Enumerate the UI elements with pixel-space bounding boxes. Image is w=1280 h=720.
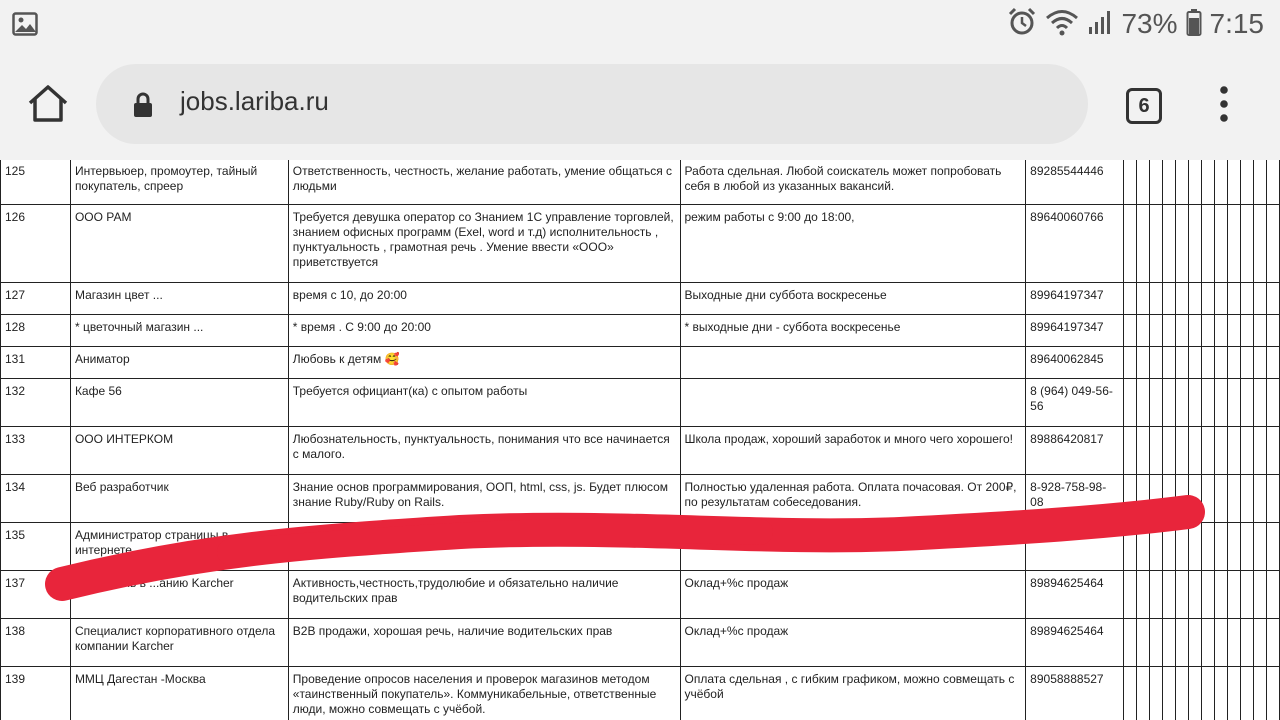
address-bar[interactable] [96, 64, 1088, 144]
empty-cell [1188, 619, 1201, 667]
empty-cell [1201, 619, 1214, 667]
empty-cell [1188, 283, 1201, 315]
job-phone: 89640062845 [1026, 347, 1124, 379]
job-conditions [680, 379, 1026, 427]
job-requirements [288, 523, 680, 571]
empty-cell [1227, 523, 1240, 571]
table-row [1, 475, 1280, 523]
empty-cell [1240, 619, 1253, 667]
url-text: jobs.lariba.ru [180, 86, 329, 116]
empty-cell [1150, 427, 1163, 475]
job-phone: 8-928-758-98-08 [1026, 475, 1124, 523]
empty-cell [1214, 571, 1227, 619]
empty-cell [1201, 379, 1214, 427]
status-bar [0, 0, 1280, 48]
empty-cell [1137, 427, 1150, 475]
empty-cell [1137, 619, 1150, 667]
empty-cell [1266, 571, 1279, 619]
empty-cell [1176, 667, 1189, 720]
empty-cell [1176, 283, 1189, 315]
job-phone: 89964197347 [1026, 283, 1124, 315]
job-requirements: Любовь к детям 🥰 [288, 347, 680, 379]
empty-cell [1150, 379, 1163, 427]
empty-cell [1214, 523, 1227, 571]
job-conditions [680, 347, 1026, 379]
table-row [1, 427, 1280, 475]
empty-cell [1227, 427, 1240, 475]
empty-cell [1137, 571, 1150, 619]
more-vert-icon[interactable] [1214, 86, 1234, 122]
job-conditions: Оклад+%с продаж [680, 571, 1026, 619]
job-conditions: Выходные дни суббота воскресенье [680, 283, 1026, 315]
empty-cell [1253, 283, 1266, 315]
empty-cell [1176, 571, 1189, 619]
empty-cell [1124, 475, 1137, 523]
job-requirements: Знание основ программирования, ООП, html, css, js. Будет плюсом знание Ruby/Ruby on Rails. [288, 475, 680, 523]
empty-cell [1137, 160, 1150, 205]
table-row [1, 619, 1280, 667]
empty-cell [1137, 475, 1150, 523]
empty-cell [1240, 315, 1253, 347]
row-id: 132 [1, 379, 71, 427]
empty-cell [1266, 475, 1279, 523]
job-conditions: Оплата сдельная , с гибким графиком, можно совмещать с учёбой [680, 667, 1026, 720]
empty-cell [1214, 427, 1227, 475]
empty-cell [1253, 379, 1266, 427]
row-id: 134 [1, 475, 71, 523]
row-id: 127 [1, 283, 71, 315]
row-id: 137 [1, 571, 71, 619]
empty-cell [1266, 619, 1279, 667]
empty-cell [1253, 475, 1266, 523]
empty-cell [1201, 205, 1214, 283]
job-requirements: Требуется официант(ка) с опытом работы [288, 379, 680, 427]
row-id: 131 [1, 347, 71, 379]
empty-cell [1201, 667, 1214, 720]
empty-cell [1240, 571, 1253, 619]
job-title: Интервьюер, промоутер, тайный покупатель, спреер [70, 160, 288, 205]
job-title: Веб разработчик [70, 475, 288, 523]
empty-cell [1163, 347, 1176, 379]
empty-cell [1214, 160, 1227, 205]
empty-cell [1124, 427, 1137, 475]
row-id: 125 [1, 160, 71, 205]
empty-cell [1163, 283, 1176, 315]
job-title: ООО РАМ [70, 205, 288, 283]
empty-cell [1124, 571, 1137, 619]
empty-cell [1240, 427, 1253, 475]
empty-cell [1253, 160, 1266, 205]
table-row [1, 205, 1280, 283]
empty-cell [1253, 205, 1266, 283]
empty-cell [1163, 571, 1176, 619]
job-phone: 89894625464 [1026, 571, 1124, 619]
job-conditions: режим работы с 9:00 до 18:00, [680, 205, 1026, 283]
empty-cell [1240, 523, 1253, 571]
empty-cell [1214, 667, 1227, 720]
job-conditions: Полностью удаленная работа. Оплата почасовая. От 200₽, по результатам собеседования. [680, 475, 1026, 523]
empty-cell [1227, 205, 1240, 283]
empty-cell [1137, 315, 1150, 347]
job-title: Специалист корпоративного отдела компании Karcher [70, 619, 288, 667]
empty-cell [1163, 427, 1176, 475]
empty-cell [1150, 523, 1163, 571]
job-requirements: Проведение опросов населения и проверок магазинов методом «таинственный покупатель». Коммуникабельные, ответственные люди, можно совмещать с учёбой. [288, 667, 680, 720]
empty-cell [1188, 205, 1201, 283]
empty-cell [1253, 523, 1266, 571]
empty-cell [1124, 315, 1137, 347]
job-title: Аниматор [70, 347, 288, 379]
empty-cell [1176, 205, 1189, 283]
empty-cell [1201, 475, 1214, 523]
empty-cell [1176, 347, 1189, 379]
empty-cell [1201, 347, 1214, 379]
job-requirements: время с 10, до 20:00 [288, 283, 680, 315]
job-requirements: Требуется девушка оператор со Знанием 1С управление торговлей, знанием офисных программ (Exel, word и т.д) исполнительность , пунктуальность , грамотная речь . Умение ввести «ООО» приветствуется [288, 205, 680, 283]
table-row [1, 667, 1280, 720]
empty-cell [1253, 571, 1266, 619]
empty-cell [1227, 283, 1240, 315]
empty-cell [1124, 160, 1137, 205]
job-phone: 89285544446 [1026, 160, 1124, 205]
gallery-icon [12, 12, 38, 41]
job-phone: 89964197347 [1026, 315, 1124, 347]
empty-cell [1124, 667, 1137, 720]
table-row [1, 283, 1280, 315]
empty-cell [1137, 667, 1150, 720]
empty-cell [1188, 347, 1201, 379]
empty-cell [1163, 523, 1176, 571]
empty-cell [1137, 283, 1150, 315]
empty-cell [1227, 160, 1240, 205]
job-title: Магазин цвет ... [70, 283, 288, 315]
empty-cell [1227, 619, 1240, 667]
empty-cell [1188, 379, 1201, 427]
empty-cell [1227, 379, 1240, 427]
alarm-icon [1007, 7, 1037, 42]
empty-cell [1188, 667, 1201, 720]
empty-cell [1150, 475, 1163, 523]
empty-cell [1176, 427, 1189, 475]
empty-cell [1240, 205, 1253, 283]
empty-cell [1266, 283, 1279, 315]
empty-cell [1124, 523, 1137, 571]
empty-cell [1163, 205, 1176, 283]
job-conditions: Школа продаж, хороший заработок и много чего хорошего! [680, 427, 1026, 475]
empty-cell [1163, 667, 1176, 720]
empty-cell [1124, 619, 1137, 667]
empty-cell [1227, 667, 1240, 720]
signal-icon [1087, 9, 1113, 40]
battery-icon [1186, 8, 1202, 41]
job-requirements: Любознательность, пунктуальность, понимания что все начинается с малого. [288, 427, 680, 475]
empty-cell [1201, 571, 1214, 619]
empty-cell [1253, 619, 1266, 667]
home-icon[interactable] [26, 82, 70, 126]
empty-cell [1163, 315, 1176, 347]
empty-cell [1266, 347, 1279, 379]
job-phone [1026, 523, 1124, 571]
empty-cell [1214, 283, 1227, 315]
job-phone: 89894625464 [1026, 619, 1124, 667]
empty-cell [1137, 205, 1150, 283]
job-conditions: Оклад+%с продаж [680, 619, 1026, 667]
empty-cell [1266, 427, 1279, 475]
empty-cell [1124, 379, 1137, 427]
empty-cell [1240, 347, 1253, 379]
job-phone: 89640060766 [1026, 205, 1124, 283]
empty-cell [1188, 571, 1201, 619]
empty-cell [1150, 283, 1163, 315]
empty-cell [1240, 379, 1253, 427]
empty-cell [1240, 667, 1253, 720]
job-phone: 89058888527 [1026, 667, 1124, 720]
job-title: * цветочный магазин ... [70, 315, 288, 347]
jobs-table [0, 160, 1280, 720]
empty-cell [1227, 347, 1240, 379]
row-id: 139 [1, 667, 71, 720]
empty-cell [1188, 315, 1201, 347]
empty-cell [1253, 427, 1266, 475]
empty-cell [1266, 523, 1279, 571]
empty-cell [1201, 283, 1214, 315]
empty-cell [1188, 475, 1201, 523]
row-id: 126 [1, 205, 71, 283]
row-id: 133 [1, 427, 71, 475]
tab-switcher-button[interactable]: 6 [1126, 88, 1162, 124]
empty-cell [1150, 160, 1163, 205]
empty-cell [1227, 315, 1240, 347]
job-title: ООО ИНТЕРКОМ [70, 427, 288, 475]
empty-cell [1150, 619, 1163, 667]
empty-cell [1214, 315, 1227, 347]
empty-cell [1188, 160, 1201, 205]
job-conditions: * выходные дни - суббота воскресенье [680, 315, 1026, 347]
empty-cell [1163, 160, 1176, 205]
empty-cell [1253, 315, 1266, 347]
empty-cell [1176, 523, 1189, 571]
empty-cell [1124, 283, 1137, 315]
empty-cell [1214, 205, 1227, 283]
job-title: ...равитель в ...анию Karcher [70, 571, 288, 619]
row-id: 135 [1, 523, 71, 571]
empty-cell [1163, 619, 1176, 667]
job-title: Кафе 56 [70, 379, 288, 427]
empty-cell [1214, 347, 1227, 379]
empty-cell [1124, 205, 1137, 283]
empty-cell [1201, 427, 1214, 475]
empty-cell [1176, 160, 1189, 205]
empty-cell [1188, 427, 1201, 475]
job-requirements: * время . С 9:00 до 20:00 [288, 315, 680, 347]
empty-cell [1163, 379, 1176, 427]
empty-cell [1176, 379, 1189, 427]
empty-cell [1176, 619, 1189, 667]
job-conditions [680, 523, 1026, 571]
empty-cell [1214, 475, 1227, 523]
table-row [1, 571, 1280, 619]
battery-percent: 73% [1121, 8, 1178, 39]
row-id: 138 [1, 619, 71, 667]
empty-cell [1176, 315, 1189, 347]
table-row [1, 160, 1280, 205]
empty-cell [1227, 571, 1240, 619]
empty-cell [1253, 347, 1266, 379]
empty-cell [1201, 315, 1214, 347]
empty-cell [1188, 523, 1201, 571]
empty-cell [1150, 571, 1163, 619]
empty-cell [1201, 160, 1214, 205]
job-conditions: Работа сдельная. Любой соискатель может попробовать себя в любой из указанных вакансий. [680, 160, 1026, 205]
empty-cell [1150, 347, 1163, 379]
table-row [1, 379, 1280, 427]
job-title: Администратор страницы в интернете [70, 523, 288, 571]
job-phone: 89886420817 [1026, 427, 1124, 475]
empty-cell [1240, 475, 1253, 523]
empty-cell [1201, 523, 1214, 571]
page-content[interactable] [0, 160, 1280, 720]
lock-icon [132, 92, 154, 123]
job-title: ММЦ Дагестан -Москва [70, 667, 288, 720]
job-requirements: Ответственность, честность, желание работать, умение общаться с людьми [288, 160, 680, 205]
job-requirements: B2B продажи, хорошая речь, наличие водительских прав [288, 619, 680, 667]
empty-cell [1266, 160, 1279, 205]
empty-cell [1266, 379, 1279, 427]
empty-cell [1214, 619, 1227, 667]
wifi-icon [1045, 8, 1079, 41]
empty-cell [1150, 205, 1163, 283]
empty-cell [1240, 160, 1253, 205]
empty-cell [1227, 475, 1240, 523]
table-row [1, 523, 1280, 571]
empty-cell [1266, 205, 1279, 283]
empty-cell [1137, 347, 1150, 379]
empty-cell [1240, 283, 1253, 315]
empty-cell [1137, 523, 1150, 571]
empty-cell [1163, 475, 1176, 523]
empty-cell [1253, 667, 1266, 720]
empty-cell [1137, 379, 1150, 427]
empty-cell [1266, 315, 1279, 347]
empty-cell [1124, 347, 1137, 379]
clock: 7:15 [1209, 8, 1264, 39]
browser-toolbar [0, 48, 1280, 160]
empty-cell [1150, 667, 1163, 720]
table-row [1, 347, 1280, 379]
empty-cell [1266, 667, 1279, 720]
empty-cell [1214, 379, 1227, 427]
row-id: 128 [1, 315, 71, 347]
table-row [1, 315, 1280, 347]
empty-cell [1176, 475, 1189, 523]
job-requirements: Активность,честность,трудолюбие и обязательно наличие водительских прав [288, 571, 680, 619]
job-phone: 8 (964) 049-56-56 [1026, 379, 1124, 427]
empty-cell [1150, 315, 1163, 347]
